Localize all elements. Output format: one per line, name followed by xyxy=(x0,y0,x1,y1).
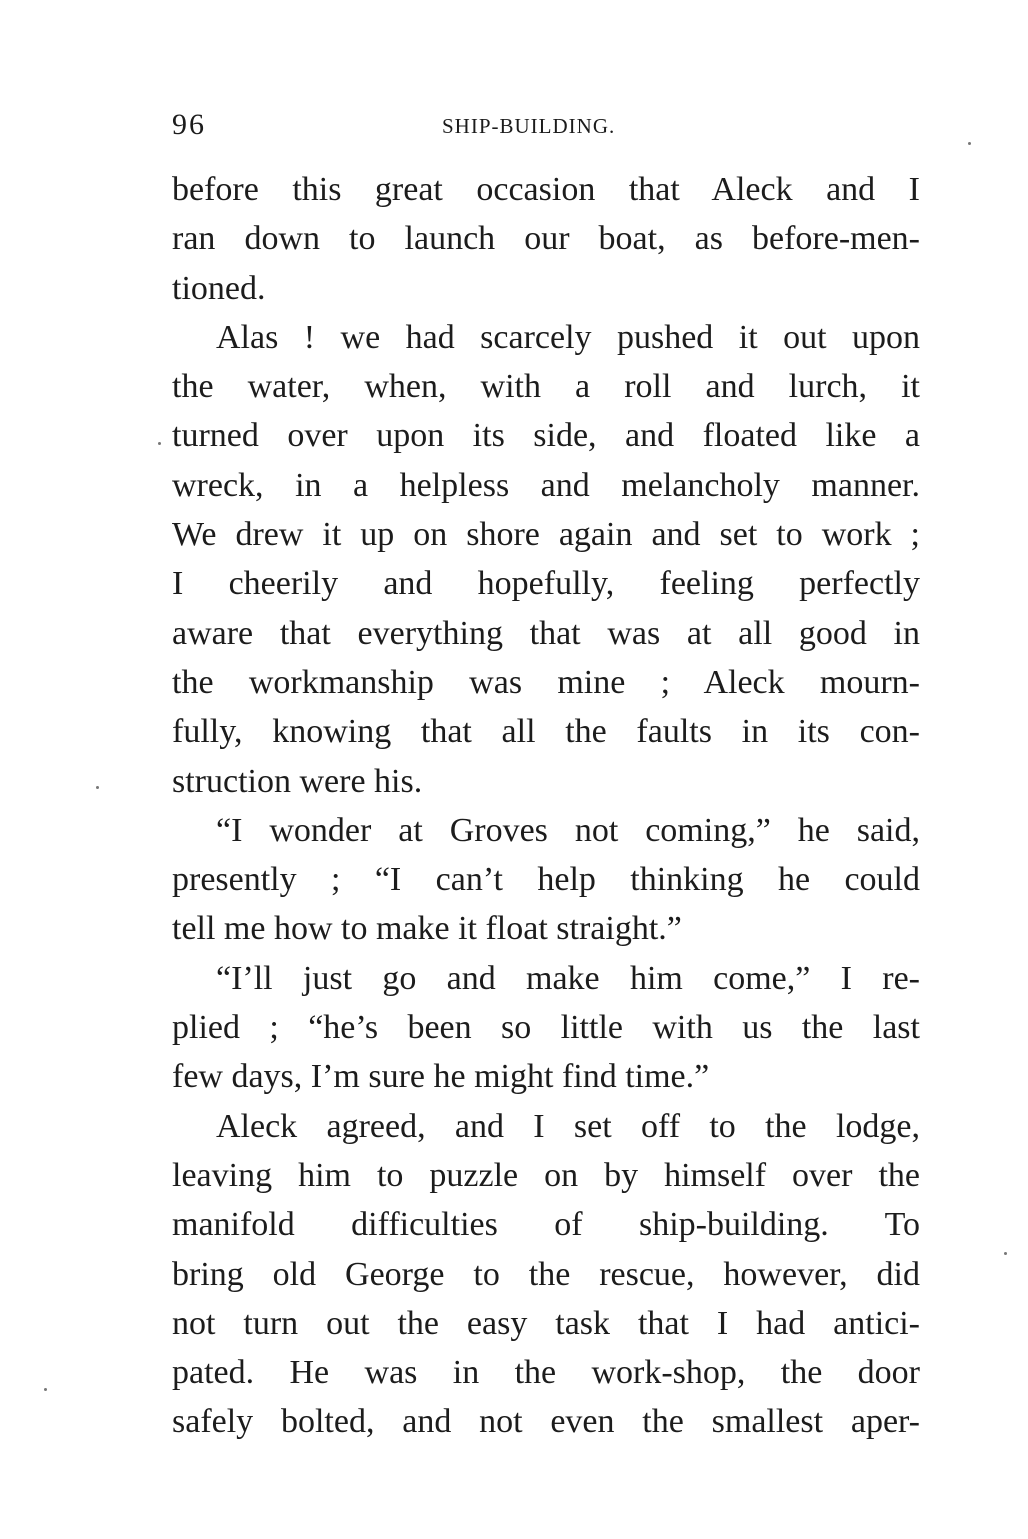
text-line: tioned. xyxy=(172,269,266,307)
text-line: “I’ll just go and make him come,” I re- xyxy=(216,959,920,997)
text-line: not turn out the easy task that I had antici- xyxy=(172,1304,920,1342)
text-line: Alas ! we had scarcely pushed it out upon xyxy=(216,318,920,356)
paper-speck xyxy=(158,442,161,445)
text-line: the water, when, with a roll and lurch, it xyxy=(172,368,920,406)
text-line: presently ; “I can’t help thinking he could xyxy=(172,861,920,899)
paper-speck xyxy=(1004,1252,1007,1255)
text-line: ran down to launch our boat, as before-men- xyxy=(172,220,920,258)
text-line: the workmanship was mine ; Aleck mourn- xyxy=(172,663,920,701)
text-line: We drew it up on shore again and set to work ; xyxy=(172,516,920,554)
text-line: before this great occasion that Aleck and I xyxy=(172,171,920,208)
text-line: fully, knowing that all the faults in its con- xyxy=(172,713,920,751)
text-line: pated. He was in the work-shop, the door xyxy=(172,1354,920,1392)
text-line: struction were his. xyxy=(172,762,423,800)
text-line: manifold difficulties of ship-building. To xyxy=(172,1206,920,1244)
paper-speck xyxy=(968,142,971,145)
paper-speck xyxy=(44,1388,47,1391)
text-line: plied ; “he’s been so little with us the last xyxy=(172,1009,920,1047)
text-line: safely bolted, and not even the smallest aper- xyxy=(172,1403,920,1441)
page-header xyxy=(172,108,920,148)
text-line: I cheerily and hopefully, feeling perfectly xyxy=(172,565,920,603)
text-line: “I wonder at Groves not coming,” he said, xyxy=(216,811,920,849)
paper-speck xyxy=(96,786,99,789)
text-line: bring old George to the rescue, however, did xyxy=(172,1255,920,1293)
text-line: aware that everything that was at all good in xyxy=(172,614,920,652)
text-line: leaving him to puzzle on by himself over the xyxy=(172,1156,920,1194)
page-number: 96 xyxy=(172,108,206,141)
text-line: Aleck agreed, and I set off to the lodge, xyxy=(216,1107,920,1145)
body-text xyxy=(172,165,920,1447)
text-line: wreck, in a helpless and melancholy manner. xyxy=(172,466,920,504)
text-line: turned over upon its side, and floated like a xyxy=(172,417,920,455)
text-line: few days, I’m sure he might find time.” xyxy=(172,1058,710,1096)
text-line: tell me how to make it float straight.” xyxy=(172,910,682,948)
running-head: SHIP-BUILDING. xyxy=(442,114,616,138)
